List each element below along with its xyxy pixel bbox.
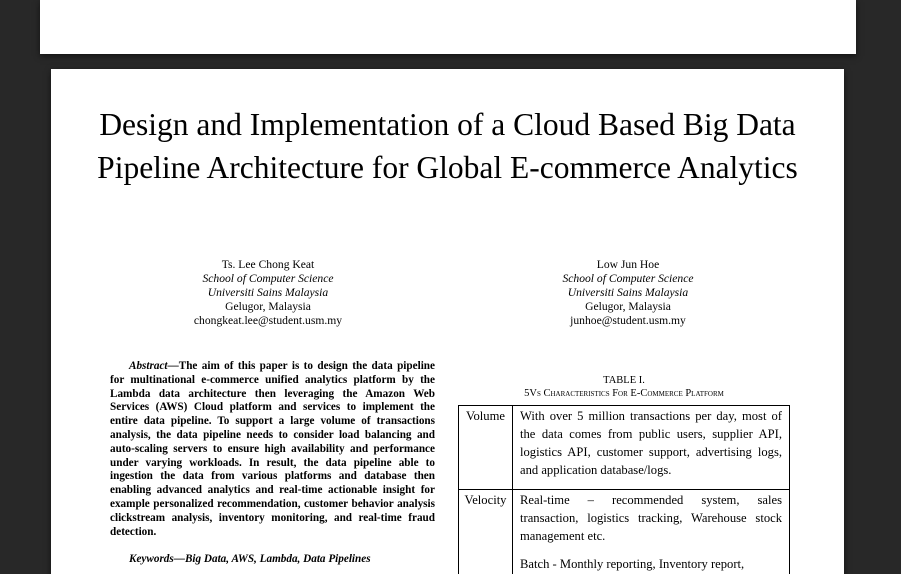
row-paragraph: With over 5 million transactions per day, most of the data comes from public users, supplier API, logistics API, customer support, advertising logs, and application database/logs. (520, 409, 782, 477)
abstract-label: Abstract (129, 360, 168, 372)
current-page (51, 69, 844, 574)
author-block (148, 258, 388, 328)
author-location: Gelugor, Malaysia (225, 300, 311, 313)
author-institution: Universiti Sains Malaysia (567, 286, 689, 299)
row-description (513, 406, 790, 490)
table-title: 5Vs Characteristics For E-Commerce Platform (524, 387, 724, 399)
row-paragraph: Batch - Monthly reporting, Inventory report, (520, 557, 745, 571)
row-description (513, 490, 790, 574)
author-name: Low Jun Hoe (596, 258, 660, 271)
author-email: junhoe@student.usm.my (570, 314, 686, 327)
author-department: School of Computer Science (202, 272, 334, 285)
row-label: Velocity (459, 490, 513, 574)
author-location: Gelugor, Malaysia (585, 300, 671, 313)
table-row (459, 406, 790, 490)
author-block (508, 258, 748, 328)
row-paragraph: Real-time – recommended system, sales transaction, logistics tracking, Warehouse stock management etc. (520, 493, 782, 543)
keywords: Keywords—Big Data, AWS, Lambda, Data Pipelines (129, 553, 371, 565)
author-email: chongkeat.lee@student.usm.my (193, 314, 343, 327)
previous-page (40, 0, 856, 54)
paper-title: Design and Implementation of a Cloud Based Big Data Pipeline Architecture for Global E-commerce Analytics (97, 107, 798, 185)
abstract (110, 360, 435, 539)
abstract-text: The aim of this paper is to design the data pipeline for multinational e-commerce unified analytics platform by the Lambda data architecture then leveraging the Amazon Web Services (AWS) Cloud platform and services to implement the entire data pipeline. To support a large volume of transactions analysis, the data pipeline needs to consider load balancing and auto-scaling servers to ensure high availability and performance under varying workloads. In result, the data pipeline able to ingestion the data from various platforms and database then enabling advanced analytics and real-time actionable insight for example personalized recommendation, customer behavior analysis clickstream analysis, inventory monitoring, and real-time fraud detection. (110, 360, 435, 538)
author-name: Ts. Lee Chong Keat (221, 258, 315, 271)
characteristics-table (458, 405, 790, 574)
table-row (459, 490, 790, 574)
table-number: TABLE I. (603, 375, 645, 386)
table-caption (458, 375, 790, 400)
row-label: Volume (459, 406, 513, 490)
author-department: School of Computer Science (562, 272, 694, 285)
author-institution: Universiti Sains Malaysia (207, 286, 329, 299)
abstract-separator: — (167, 360, 179, 372)
